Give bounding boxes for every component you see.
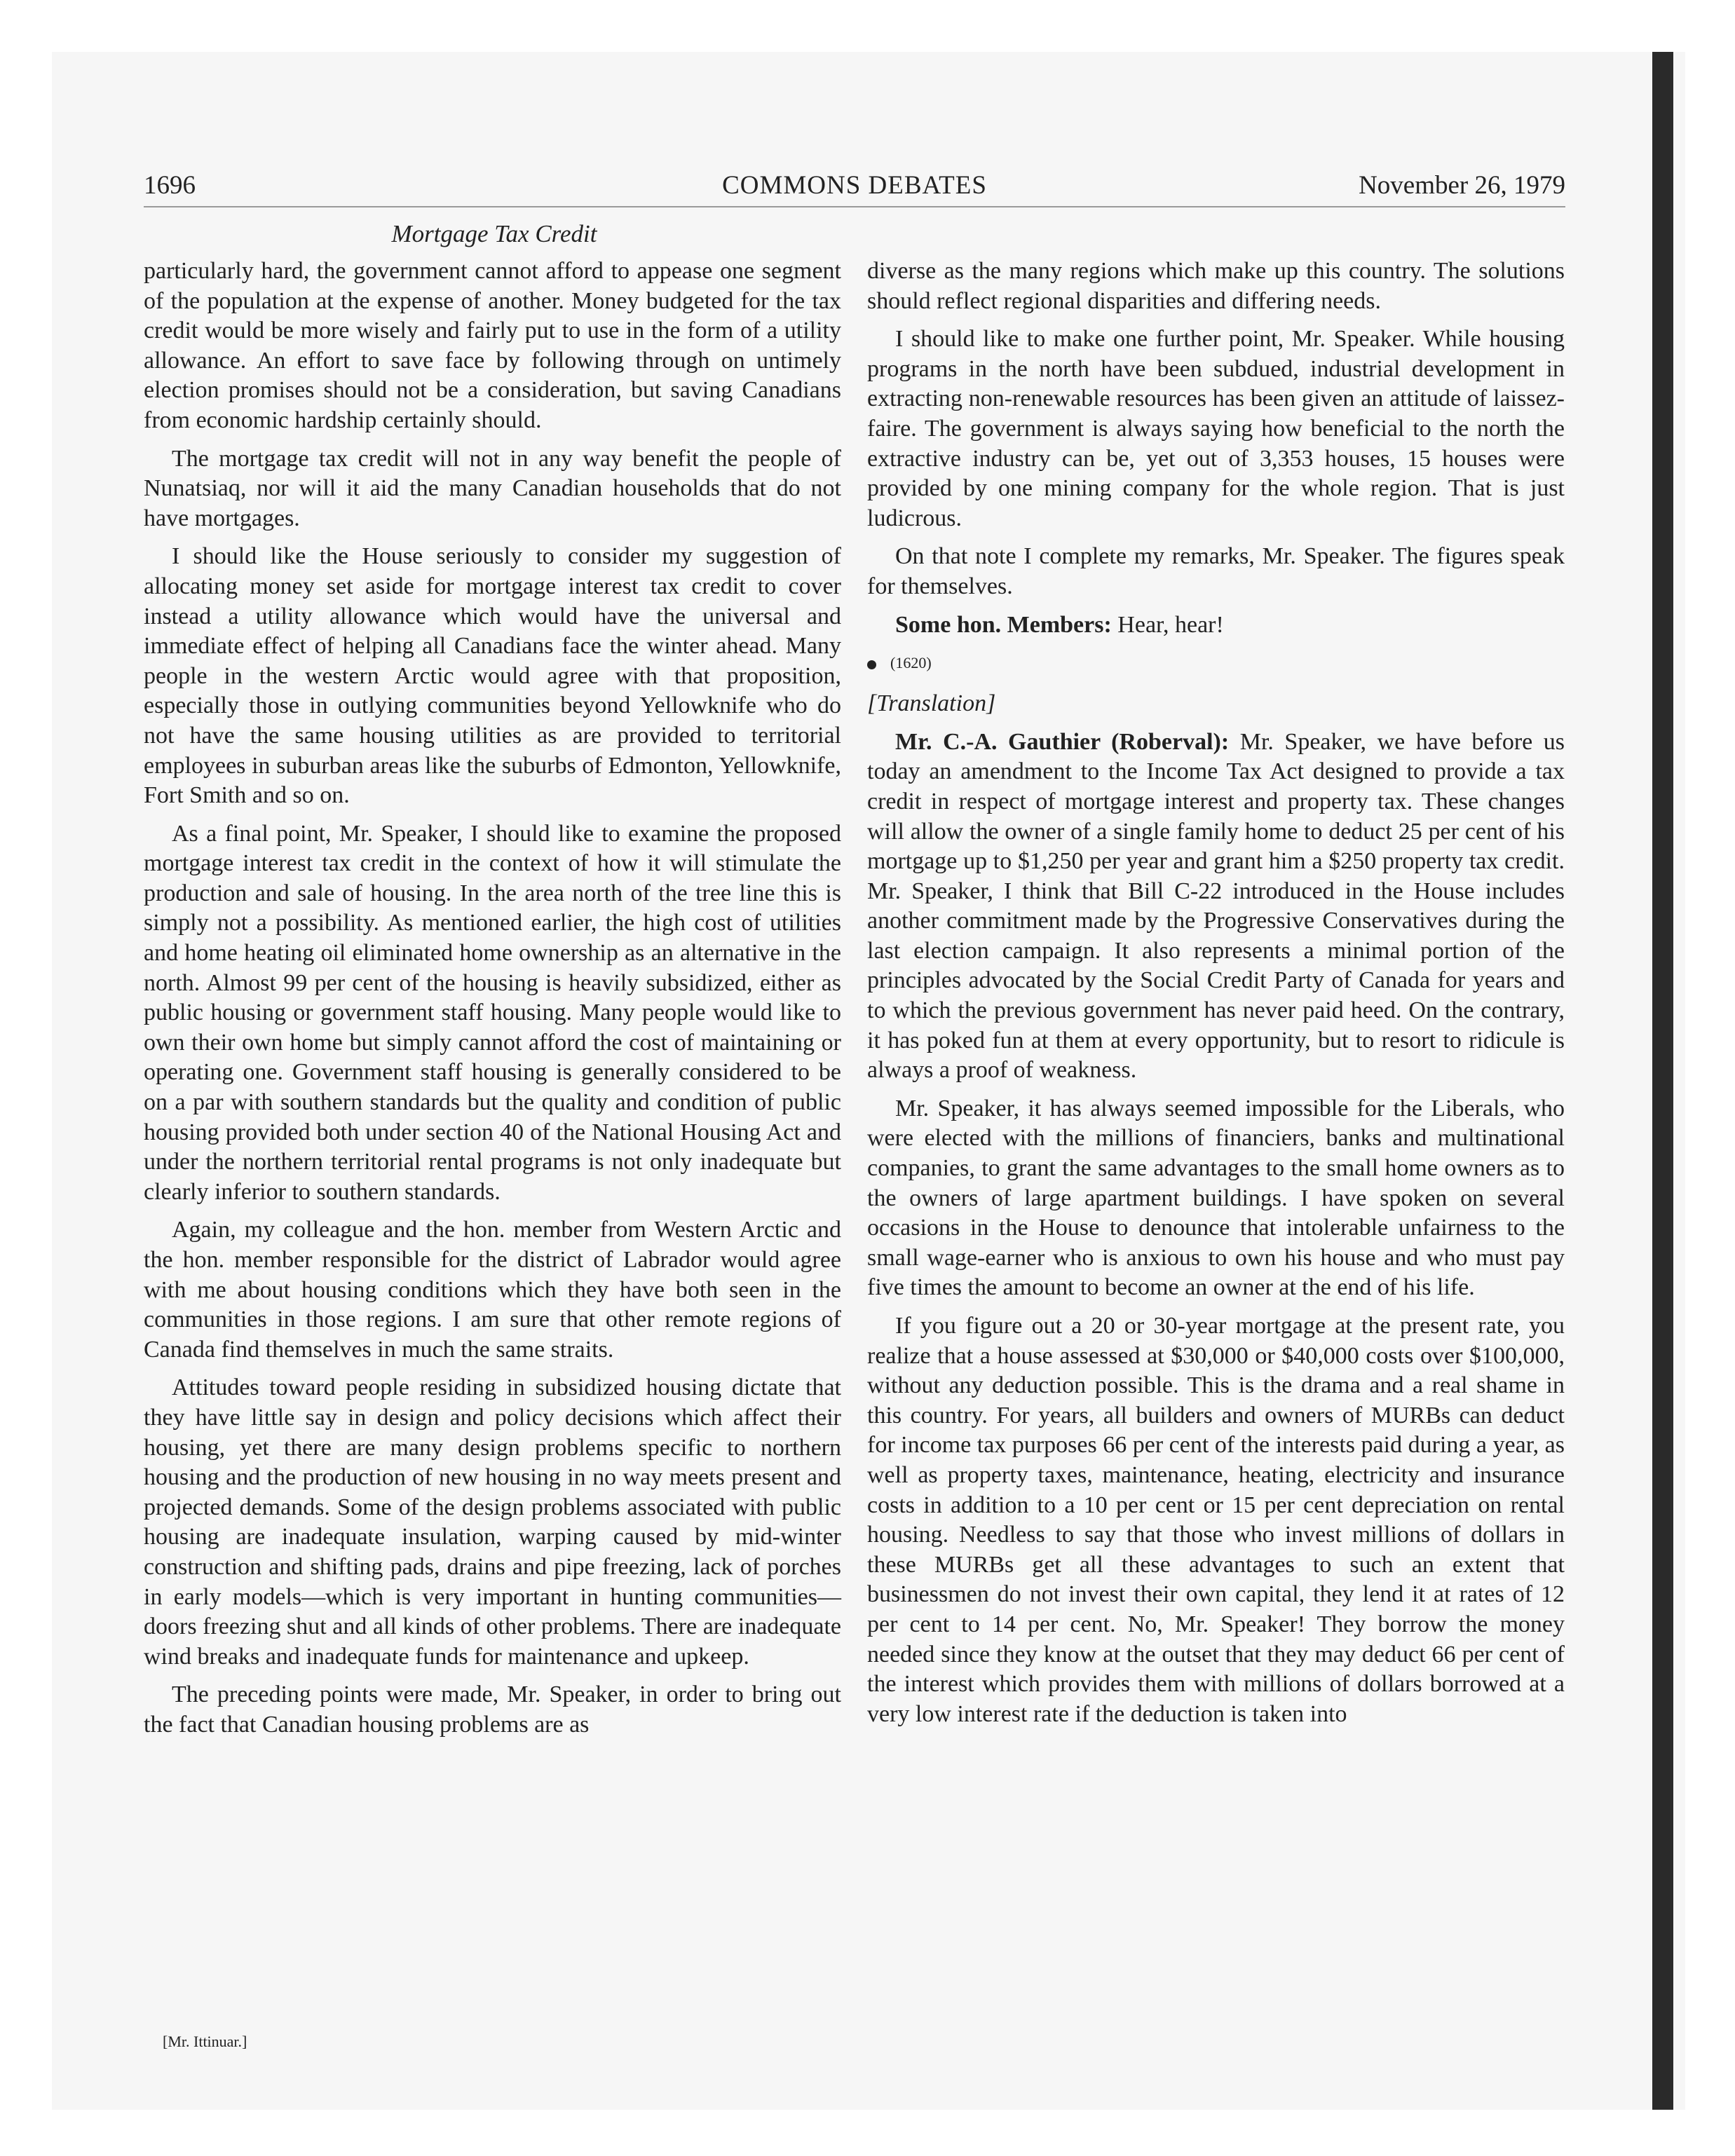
- paragraph: Attitudes toward people residing in subsidized housing dictate that they have little say in design and policy decisions which affect their housing, yet there are many design problems specific to northern housing and the production of new housing in no way meets present and projected demands. Some of the design problems associated with public housing are inadequate insulation, warping caused by mid-winter construction and shifting pads, drains and pipe freezing, lack of porches in early models—which is very important in hunting communities—doors freezing shut and all kinds of other problems. There are inadequate wind breaks and inadequate funds for maintenance and upkeep.: [144, 1374, 841, 1670]
- binding-edge: [1652, 52, 1673, 2110]
- paragraph: Mr. Speaker, it has always seemed impossible for the Liberals, who were elected with the millions of financiers, banks and multinational companies, to grant the same advantages to the small home owners as to the owners of large apartment buildings. I have spoken on several occasions in the House to denounce that intolerable unfairness to the small wage-earner who is anxious to own his house and who must pay five times the amount to become an owner at the end of his life.: [867, 1095, 1565, 1301]
- running-header: [144, 165, 1565, 207]
- paragraph: I should like to make one further point, Mr. Speaker. While housing programs in the north have been subdued, industrial development in extracting non-renewable resources has been given an attitude of laissez-faire. The government is always saying how beneficial to the north the extractive industry can be, yet out of 3,353 houses, 15 houses were provided by one mining company for the whole region. That is just ludicrous.: [867, 326, 1565, 531]
- translation-label: [Translation]: [867, 690, 996, 717]
- bullet-icon: [867, 660, 876, 669]
- left-column: [144, 257, 841, 1749]
- subject-heading: Mortgage Tax Credit: [391, 220, 597, 247]
- speech-text: Mr. Speaker, we have before us today an amendment to the Income Tax Act designed to provide a tax credit in respect of mortgage interest and property tax. These changes will allow the owner of a single family home to deduct 25 per cent of his mortgage up to $1,250 per year and grant him a $250 property tax credit. Mr. Speaker, I think that Bill C-22 introduced in the House includes another commitment made by the Progressive Conservatives during the last election campaign. It also represents a minimal portion of the principles advocated by the Social Credit Party of Canada for years and to which the previous government has never paid heed. On the contrary, it has poked fun at them at every opportunity, but to resort to ridicule is always a proof of weakness.: [867, 728, 1565, 1084]
- interjection: [867, 610, 1565, 641]
- paragraph: particularly hard, the government cannot afford to appease one segment of the population at the expense of another. Money budgeted for the tax credit would be more wisely and fairly put to use in the form of a utility allowance. An effort to save face by following through on untimely election promises should not be a consideration, but saving Canadians from economic hardship certainly should.: [144, 258, 841, 433]
- paragraph: If you figure out a 20 or 30-year mortgage at the present rate, you realize that a house assessed at $30,000 or $40,000 costs over $100,000, without any deduction possible. This is the drama and a real shame in this country. For years, all builders and owners of MURBs can deduct for income tax purposes 66 per cent of the interests paid during a year, as well as property taxes, maintenance, heating, electricity and insurance costs in addition to a 10 per cent or 15 per cent depreciation on rental housing. Needless to say that those who invest millions of dollars in these MURBs get all these advantages to such an extent that businessmen do not invest their own capital, they lend it at rates of 12 per cent to 14 per cent. No, Mr. Speaker! They borrow the money needed since they know at the outset that they may deduct 66 per cent of the interest which provides them with millions of dollars borrowed at a very low interest rate if the deduction is taken into: [867, 1313, 1565, 1727]
- paragraph: On that note I complete my remarks, Mr. Speaker. The figures speak for themselves.: [867, 543, 1565, 599]
- paragraph: Again, my colleague and the hon. member from Western Arctic and the hon. member responsible for the district of Labrador would agree with me about housing conditions which they have both seen in the communities in those regions. I am sure that other remote regions of Canada find themselves in much the same straits.: [144, 1217, 841, 1363]
- page-number: 1696: [144, 171, 196, 200]
- paragraph: The mortgage tax credit will not in any way benefit the people of Nunatsiaq, nor will it aid the many Canadian households that do not have mortgages.: [144, 445, 841, 531]
- paragraph: As a final point, Mr. Speaker, I should like to examine the proposed mortgage interest tax credit in the context of how it will stimulate the production and sale of housing. In the area north of the tree line this is simply not a possibility. As mentioned earlier, the high cost of utilities and home heating oil eliminated home ownership as an alternative in the north. Almost 99 per cent of the housing is heavily subsidized, either as public housing or government staff housing. Many people would like to own their own home but simply cannot afford the cost of maintaining or operating one. Government staff housing is generally considered to be on a par with southern standards but the quality and condition of public housing provided both under section 40 of the National Housing Act and under the northern territorial rental programs is not only inadequate but clearly inferior to southern standards.: [144, 820, 841, 1205]
- publication-title: COMMONS DEBATES: [722, 171, 987, 200]
- paragraph: I should like the House seriously to consider my suggestion of allocating money set aside for mortgage interest tax credit to cover instead a utility allowance which would have the universal and immediate effect of helping all Canadians face the winter ahead. Many people in the western Arctic would agree with that proposition, especially those in outlying communities beyond Yellowknife who do not have the same housing utilities as are provided to territorial employees in suburban areas like the suburbs of Edmonton, Yellowknife, Fort Smith and so on.: [144, 543, 841, 809]
- time-mark-text: (1620): [890, 654, 932, 672]
- paragraph: diverse as the many regions which make up this country. The solutions should reflect regional disparities and differing needs.: [867, 258, 1565, 314]
- interjection-speaker: Some hon. Members:: [895, 611, 1112, 638]
- paragraph: The preceding points were made, Mr. Speaker, in order to bring out the fact that Canadian housing problems are as: [144, 1681, 841, 1738]
- speaker-name: Mr. C.-A. Gauthier (Roberval):: [895, 728, 1230, 755]
- speaker-footer: [Mr. Ittinuar.]: [163, 2033, 247, 2050]
- right-column: [867, 257, 1565, 1738]
- header-date: November 26, 1979: [1359, 171, 1565, 200]
- time-mark: [867, 648, 1565, 678]
- speech-paragraph: [867, 728, 1565, 1086]
- interjection-text: Hear, hear!: [1111, 611, 1224, 638]
